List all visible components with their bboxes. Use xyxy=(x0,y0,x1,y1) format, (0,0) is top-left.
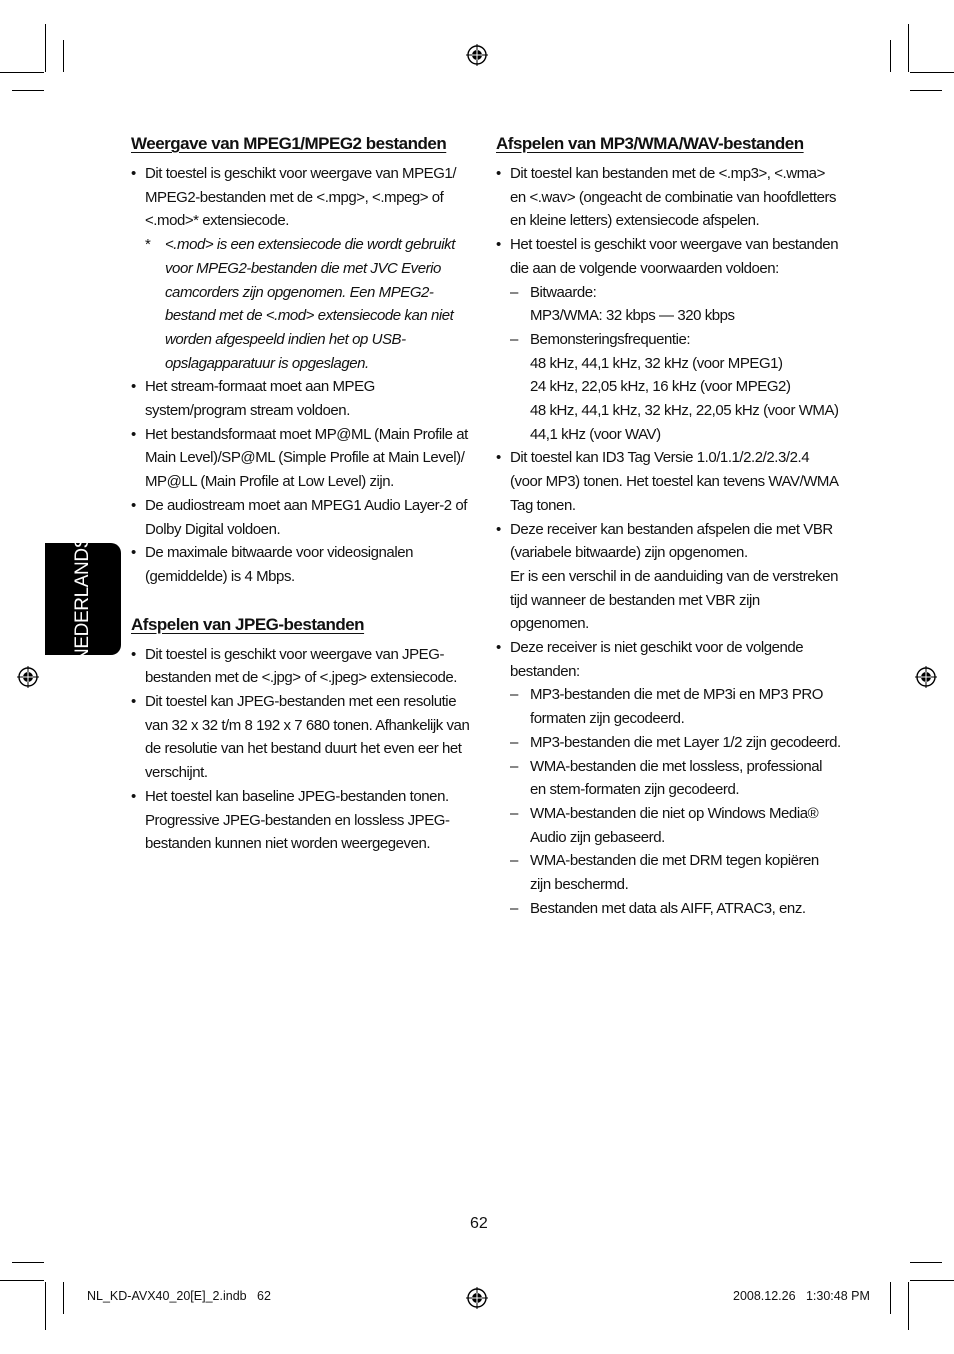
dash: – xyxy=(510,804,518,822)
crop-mark xyxy=(63,1282,64,1314)
jpeg-list xyxy=(131,643,471,856)
crop-mark xyxy=(0,1280,44,1281)
sub-line: MP3/WMA: 32 kbps — 320 kbps xyxy=(530,307,735,325)
crop-mark xyxy=(908,24,909,72)
sub-line: 48 kHz, 44,1 kHz, 32 kHz (voor MPEG1) xyxy=(530,354,783,372)
crop-mark xyxy=(45,1282,46,1330)
registration-mark-icon xyxy=(466,1287,488,1309)
sub-line: WMA-bestanden die met lossless, professional en stem-formaten zijn gecodeerd. xyxy=(530,757,823,799)
sub-item xyxy=(496,281,841,328)
list-item: • Dit toestel is geschikt voor weergave van JPEG-bestanden met de <.jpg> of <.jpeg> extensiecode. xyxy=(131,643,471,690)
dash: – xyxy=(510,330,518,348)
sub-line: Bestanden met data als AIFF, ATRAC3, enz. xyxy=(530,899,806,917)
sub-item xyxy=(496,328,841,447)
list-item: • Het bestandsformaat moet MP@ML (Main Profile at Main Level)/SP@ML (Simple Profile at Main Level)/ MP@LL (Main Profile at Low Level) zijn. xyxy=(131,423,471,494)
dash: – xyxy=(510,899,518,917)
list-item: • Het toestel is geschikt voor weergave van bestanden die aan de volgende voorwaarden voldoen: xyxy=(496,233,841,280)
dash: – xyxy=(510,686,518,704)
section-title-mpeg: Weergave van MPEG1/MPEG2 bestanden xyxy=(131,134,447,153)
list-item: • De audiostream moet aan MPEG1 Audio Layer-2 of Dolby Digital voldoen. xyxy=(131,494,471,541)
crop-mark xyxy=(63,40,64,72)
list-item-line: • Deze receiver kan bestanden afspelen die met VBR (variabele bitwaarde) zijn opgenomen. xyxy=(510,520,833,562)
language-tab-label: NEDERLANDS xyxy=(72,536,93,662)
footer-timestamp: 2008.12.26 1:30:48 PM xyxy=(733,1289,870,1303)
list-item: • Dit toestel kan JPEG-bestanden met een resolutie van 32 x 32 t/m 8 192 x 7 680 tonen. Afhankelijk van de resolutie van het bestand duurt het even eer het verschijnt. xyxy=(131,690,471,785)
sub-line: Bemonsteringsfrequentie: xyxy=(530,330,691,348)
sub-item xyxy=(496,683,841,730)
crop-mark xyxy=(910,90,942,91)
left-column xyxy=(131,132,471,856)
crop-mark xyxy=(908,1282,909,1330)
sub-line: WMA-bestanden die met DRM tegen kopiëren zijn beschermd. xyxy=(530,852,819,894)
dash: – xyxy=(510,852,518,870)
sub-line: 48 kHz, 44,1 kHz, 32 kHz, 22,05 kHz (voor WMA) xyxy=(530,402,839,420)
mpeg-list xyxy=(131,162,471,589)
section-title-mp3: Afspelen van MP3/WMA/WAV-bestanden xyxy=(496,134,804,153)
sub-line: 44,1 kHz (voor WAV) xyxy=(530,425,661,443)
list-item: • Het toestel kan baseline JPEG-bestanden tonen. Progressive JPEG-bestanden en lossless JPEG-bestanden kunnen niet worden weergegeven. xyxy=(131,785,471,856)
page-number: 62 xyxy=(470,1215,488,1232)
sub-item xyxy=(496,849,841,896)
dash: – xyxy=(510,757,518,775)
footnote xyxy=(131,233,471,375)
list-item: • Dit toestel is geschikt voor weergave van MPEG1/ MPEG2-bestanden met de <.mpg>, <.mpeg> of <.mod>* extensiecode. xyxy=(131,162,471,233)
crop-mark xyxy=(45,24,46,72)
list-item-line: Er is een verschil in de aanduiding van de verstreken tijd wanneer de bestanden met VBR zijn opgenomen. xyxy=(510,567,839,633)
section-title-jpeg: Afspelen van JPEG-bestanden xyxy=(131,614,365,634)
crop-mark xyxy=(12,1262,44,1263)
list-item: • Deze receiver is niet geschikt voor de volgende bestanden: xyxy=(496,636,841,683)
registration-mark-icon xyxy=(466,44,488,66)
registration-mark-icon xyxy=(17,666,39,688)
crop-mark xyxy=(910,72,954,73)
crop-mark xyxy=(910,1280,954,1281)
list-item: • Dit toestel kan bestanden met de <.mp3>, <.wma> en <.wav> (ongeacht de combinatie van hoofdletters en kleine letters) extensiecode afspelen. xyxy=(496,162,841,233)
right-column xyxy=(496,132,841,921)
crop-mark xyxy=(890,1282,891,1314)
sub-line: MP3-bestanden die met Layer 1/2 zijn gecodeerd. xyxy=(530,733,841,751)
dash: – xyxy=(510,733,518,751)
language-tab xyxy=(45,536,121,662)
crop-mark xyxy=(12,90,44,91)
sub-item xyxy=(496,731,841,755)
sub-item xyxy=(496,802,841,849)
crop-mark xyxy=(0,72,44,73)
crop-mark xyxy=(890,40,891,72)
sub-item xyxy=(496,755,841,802)
sub-line: MP3-bestanden die met de MP3i en MP3 PRO formaten zijn gecodeerd. xyxy=(530,686,823,728)
list-item: • Het stream-formaat moet aan MPEG system/program stream voldoen. xyxy=(131,375,471,422)
crop-mark xyxy=(910,1262,942,1263)
sub-line: 24 kHz, 22,05 kHz, 16 kHz (voor MPEG2) xyxy=(530,378,791,396)
mp3-list xyxy=(496,162,841,921)
footnote-marker: * xyxy=(145,236,151,254)
footer-file-info: NL_KD-AVX40_20[E]_2.indb 62 xyxy=(87,1289,271,1303)
dash: – xyxy=(510,283,518,301)
list-item: • De maximale bitwaarde voor videosignalen (gemiddelde) is 4 Mbps. xyxy=(131,541,471,588)
list-item: • Dit toestel kan ID3 Tag Versie 1.0/1.1/2.2/2.3/2.4 (voor MP3) tonen. Het toestel kan tevens WAV/WMA Tag tonen. xyxy=(496,446,841,517)
list-item xyxy=(496,518,841,637)
footnote-text: <.mod> is een extensiecode die wordt gebruikt voor MPEG2-bestanden die met JVC Everio camcorders zijn opgenomen. Een MPEG2-bestand met de <.mod> extensiecode kan niet worden afgespeeld indien het op USB-opslagapparatuur is opgeslagen. xyxy=(165,236,455,372)
sub-line: Bitwaarde: xyxy=(530,283,597,301)
sub-line: WMA-bestanden die niet op Windows Media® Audio zijn gebaseerd. xyxy=(530,804,819,846)
sub-item xyxy=(496,897,841,921)
registration-mark-icon xyxy=(915,666,937,688)
